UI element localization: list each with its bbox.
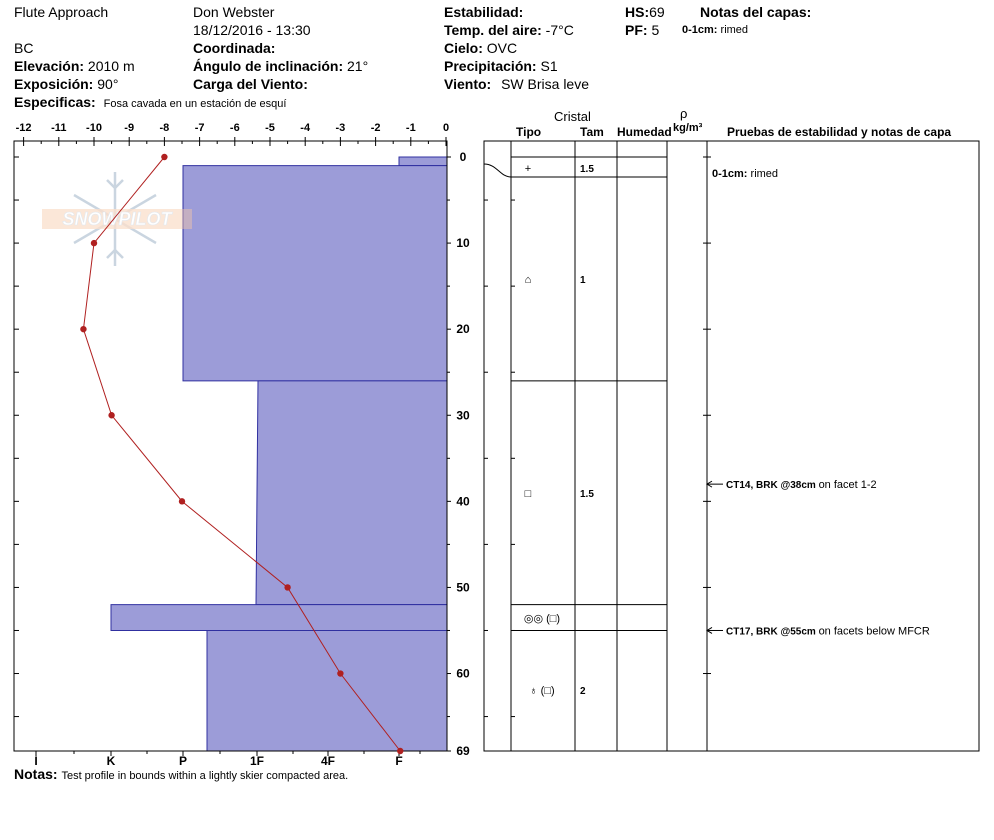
table-frame [484, 141, 979, 751]
sky-label: Cielo: [444, 40, 483, 56]
tests-header: Pruebas de estabilidad y notas de capa [727, 125, 952, 139]
temp-point [80, 326, 86, 332]
temp-tick-label: -10 [86, 122, 102, 134]
moisture-header: Humedad [617, 125, 672, 139]
hardness-tick-label: 4F [320, 754, 336, 768]
temp-point [397, 748, 403, 754]
stability-test: CT14, BRK @38cm on facet 1-2 [726, 479, 877, 492]
wind-label: Viento: [444, 76, 492, 92]
specifics-value: Fosa cavada en un estación de esquí [103, 98, 287, 110]
hardness-layer-3 [256, 381, 447, 605]
wind-load-label: Carga del Viento: [193, 76, 308, 92]
depth-tick-label: 60 [456, 666, 470, 681]
depth-tick-label: 20 [456, 322, 470, 337]
hardness-tick-label: I [34, 754, 38, 768]
crystal-symbol: ♁ (□) [529, 685, 555, 697]
boundary-curve [484, 164, 511, 177]
temp-tick-label: -5 [265, 122, 275, 134]
snowpilot-logo [42, 172, 192, 266]
crystal-size: 1.5 [580, 164, 594, 175]
temp-tick-label: -7 [194, 122, 205, 134]
temp-tick-label: -11 [51, 122, 67, 134]
hardness-profile [111, 157, 447, 751]
hardness-tick-label: K [106, 754, 116, 768]
hardness-tick-label: 1F [249, 754, 265, 768]
temp-point [284, 584, 290, 590]
notes-text: Test profile in bounds within a lightly skier compacted area. [61, 770, 349, 782]
stability-label: Estabilidad: [444, 4, 524, 20]
temp-tick-label: -6 [229, 122, 240, 134]
temp-point [179, 498, 185, 504]
crystal-size: 2 [580, 686, 586, 697]
depth-tick-label: 0 [459, 150, 467, 164]
precip-label: Precipitación: [444, 58, 537, 74]
layer-table [484, 141, 979, 751]
crystal-symbol: □ [524, 488, 532, 500]
density-symbol: ρ [680, 106, 688, 121]
elevation-value: 2010 m [87, 58, 135, 74]
precip-value: S1 [540, 58, 558, 74]
pf-label: PF: [625, 22, 648, 38]
temp-point [161, 154, 167, 160]
layer-notes-label: Notas del capas: [700, 4, 812, 20]
temp-point [337, 670, 343, 676]
observer: Don Webster [193, 4, 275, 20]
temp-tick-label: -12 [15, 122, 32, 134]
temp-tick-label: -1 [405, 122, 416, 134]
hardness-tick-label: F [395, 754, 403, 768]
wind-value: SW Brisa leve [501, 76, 590, 92]
temp-tick-label: -8 [159, 122, 170, 134]
type-header: Tipo [516, 125, 542, 139]
notes-label: Notas: [14, 766, 58, 782]
temp-point [91, 240, 97, 246]
air-temp-label: Temp. del aire: [444, 22, 542, 38]
slope-label: Ángulo de inclinación: [193, 58, 344, 74]
depth-tick-label: 50 [456, 580, 470, 595]
crystal-header: Cristal [554, 109, 591, 124]
hs-value: 69 [649, 4, 665, 20]
hardness-layer-1 [399, 157, 447, 166]
hardness-layer-2 [183, 166, 447, 381]
crystal-symbol: + [524, 163, 532, 175]
size-header: Tam [580, 125, 604, 139]
temp-point [108, 412, 114, 418]
logo-text: SNOWPILOT [62, 209, 172, 229]
depth-tick-label: 40 [456, 494, 470, 509]
elevation-label: Elevación: [14, 58, 85, 74]
pf-value: 5 [651, 22, 660, 38]
datetime: 18/12/2016 - 13:30 [193, 22, 311, 38]
aspect-value: 90° [97, 76, 119, 92]
crystal-size: 1.5 [580, 489, 594, 500]
layer-note-text: rimed [720, 24, 749, 36]
temp-tick-label: -9 [124, 122, 135, 134]
crystal-symbol: ⌂ [524, 274, 532, 286]
temp-tick-label: -4 [300, 122, 311, 134]
stability-test: CT17, BRK @55cm on facets below MFCR [726, 625, 930, 638]
coord-label: Coordinada: [193, 40, 276, 56]
layer-note-depth: 0-1cm: [682, 24, 718, 36]
temp-tick-label: 0 [442, 122, 450, 134]
depth-tick-label: 30 [456, 408, 470, 423]
region: BC [14, 40, 34, 56]
density-unit: kg/m³ [673, 122, 703, 134]
crystal-size: 1 [580, 275, 586, 286]
depth-tick-label: 69 [456, 744, 470, 758]
slope-value: 21° [347, 58, 369, 74]
hardness-layer-5 [207, 630, 447, 751]
depth-tick-label: 10 [456, 236, 470, 251]
sky-value: OVC [486, 40, 518, 56]
hardness-layer-4 [111, 605, 447, 631]
temp-tick-label: -3 [335, 122, 346, 134]
temp-tick-label: -2 [370, 122, 381, 134]
hs-label: HS: [625, 4, 650, 20]
hardness-tick-label: P [178, 754, 188, 768]
aspect-label: Exposición: [14, 76, 94, 92]
specifics-label: Especificas: [14, 94, 96, 110]
crystal-symbol: ◎◎ (□) [523, 613, 561, 625]
layer-note: 0-1cm: rimed [712, 168, 779, 180]
location: Flute Approach [14, 4, 109, 20]
air-temp-value: -7°C [545, 22, 574, 38]
